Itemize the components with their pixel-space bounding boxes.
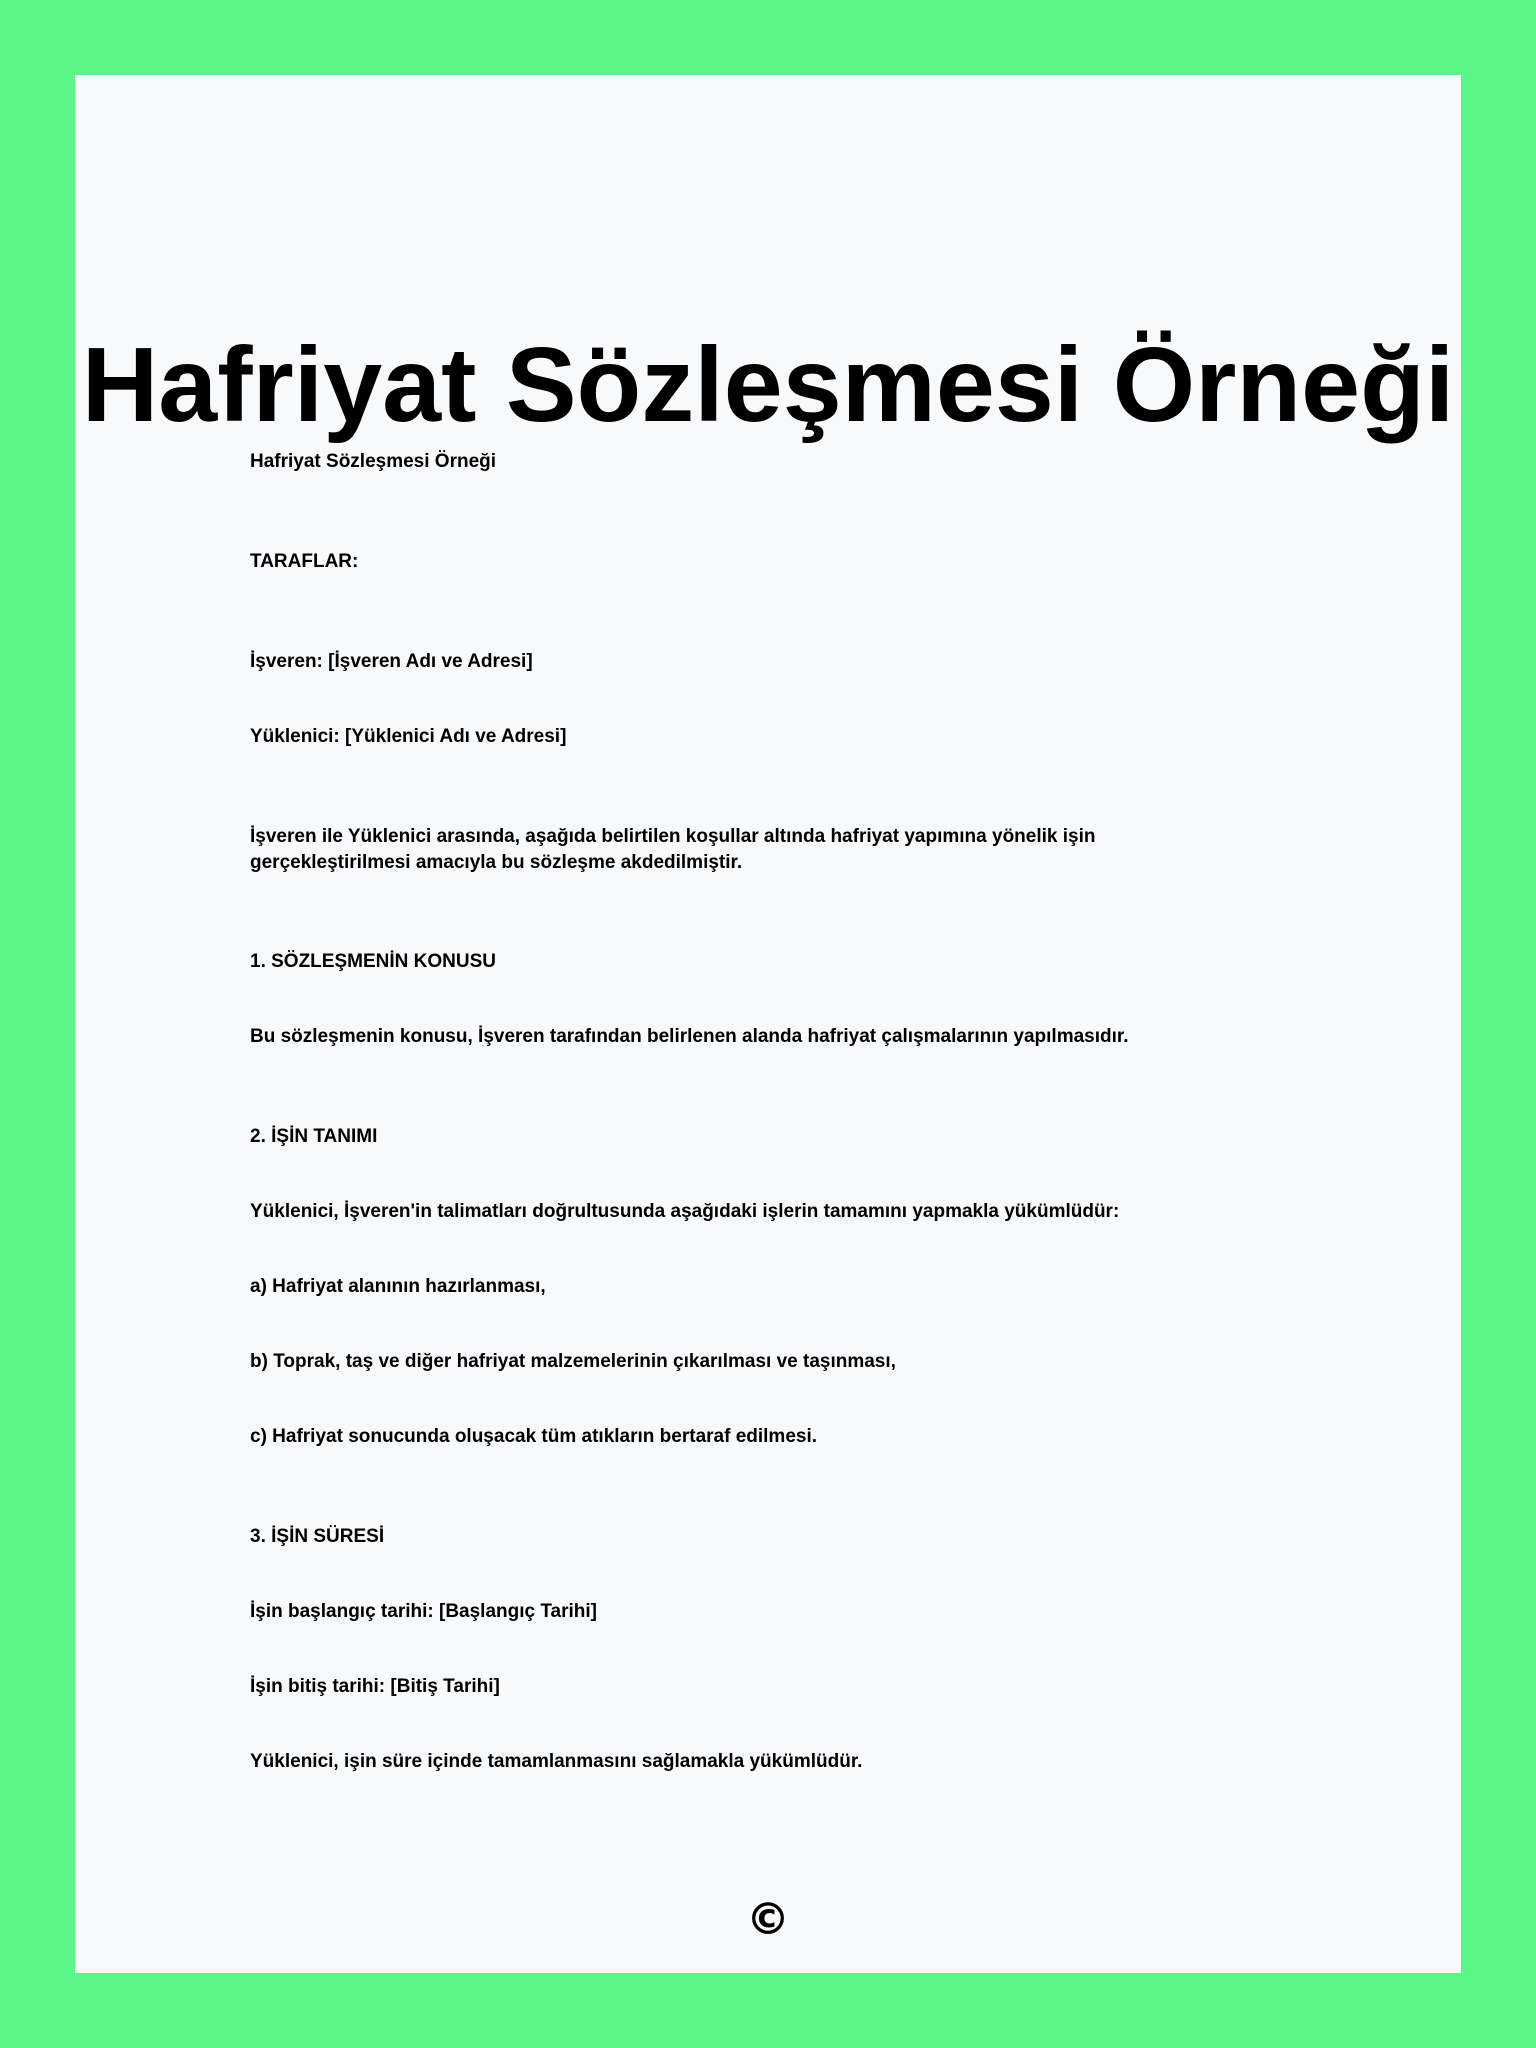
start-date-line: İşin başlangıç tarihi: [Başlangıç Tarihi] [250, 1601, 598, 1622]
section3-text: Yüklenici, işin süre içinde tamamlanmasını sağlamakla yükümlüdür. [250, 1751, 863, 1772]
intro-paragraph: İşveren ile Yüklenici arasında, aşağıda belirtilen koşullar altında hafriyat yapımına yönelik işin gerçekleştirilmesi amacıyla bu sözleşme akdedilmiştir. [250, 826, 1096, 873]
copyright-icon: © [746, 1894, 790, 1945]
section2-text: Yüklenici, İşveren'in talimatları doğrultusunda aşağıdaki işlerin tamamını yapmakla yükümlüdür: [250, 1201, 1120, 1222]
section1-text: Bu sözleşmenin konusu, İşveren tarafından belirlenen alanda hafriyat çalışmalarının yapılmasıdır. [250, 1026, 1129, 1047]
list-item: c) Hafriyat sonucunda oluşacak tüm atıkların bertaraf edilmesi. [250, 1426, 818, 1447]
section2-heading: 2. İŞİN TANIMI [250, 1126, 378, 1147]
end-date-line: İşin bitiş tarihi: [Bitiş Tarihi] [250, 1676, 500, 1697]
list-item: a) Hafriyat alanının hazırlanması, [250, 1276, 546, 1297]
parties-heading: TARAFLAR: [250, 551, 359, 572]
employer-line: İşveren: [İşveren Adı ve Adresi] [250, 651, 533, 672]
section3-heading: 3. İŞİN SÜRESİ [250, 1526, 385, 1547]
document-title: Hafriyat Sözleşmesi Örneği [81, 326, 1455, 444]
list-item: b) Toprak, taş ve diğer hafriyat malzemelerinin çıkarılması ve taşınması, [250, 1351, 896, 1372]
document-subtitle: Hafriyat Sözleşmesi Örneği [250, 451, 497, 472]
document-page [75, 75, 1461, 1973]
contractor-line: Yüklenici: [Yüklenici Adı ve Adresi] [250, 726, 567, 747]
section1-heading: 1. SÖZLEŞMENİN KONUSU [250, 951, 496, 972]
